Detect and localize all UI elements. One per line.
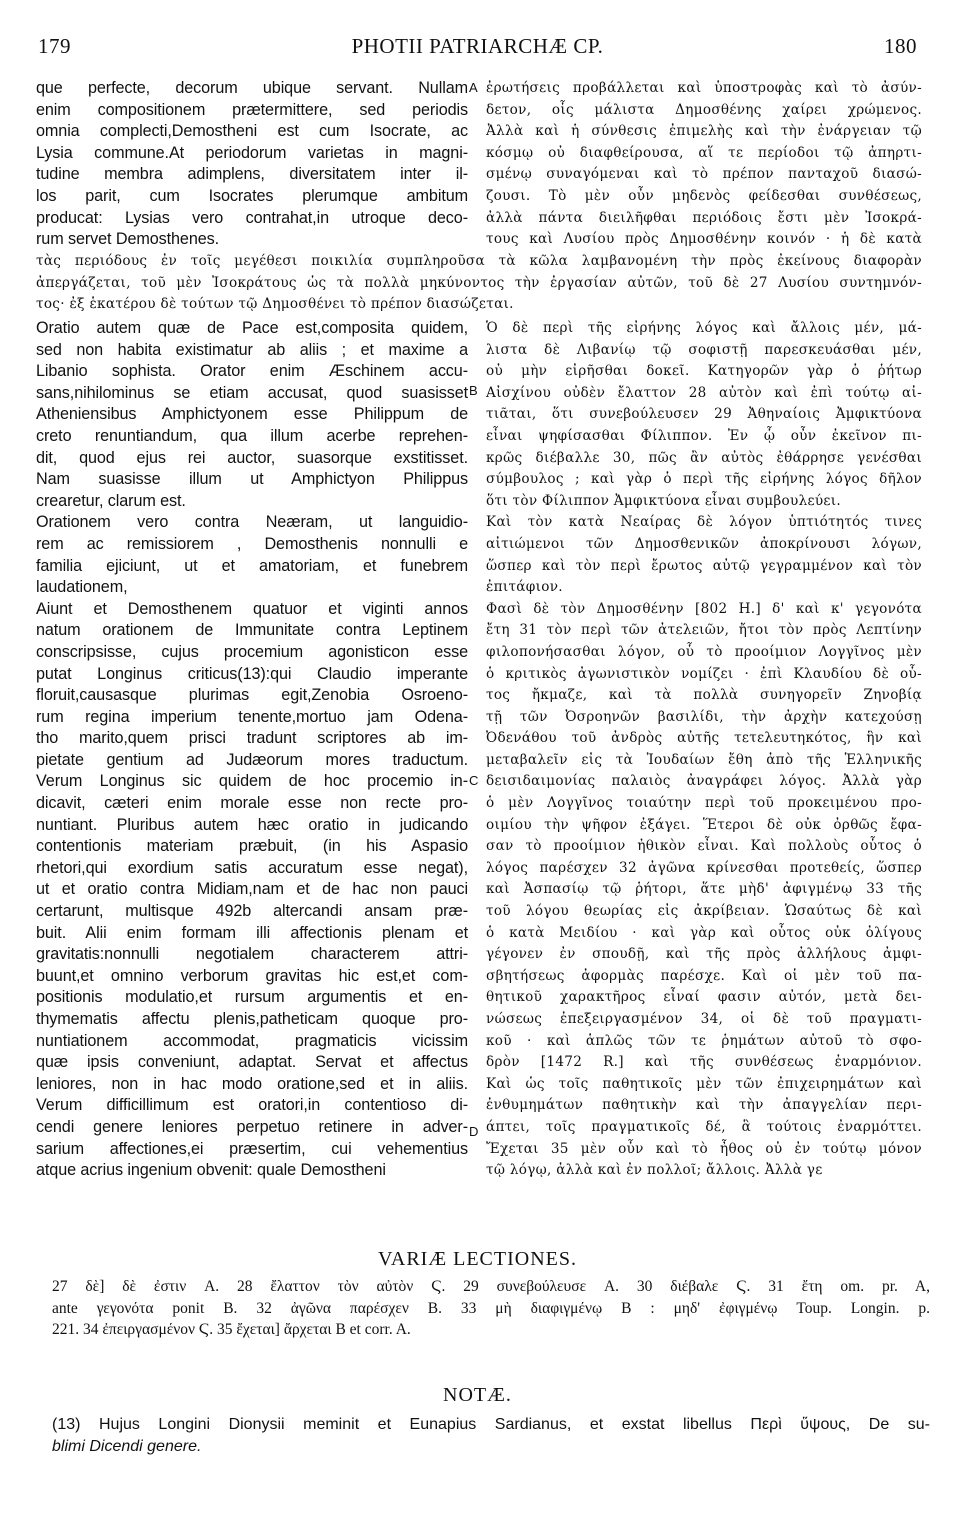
text-line: μεταβαλεῖν εἰς τὰ Ἰουδαίων ἔθη ἀπὸ τῆς Ἑλληνικῆς	[486, 751, 922, 768]
text-line: ὅτι τὸν Φίλιππον Ἀμφικτύονα εἶναι συμβουλεύει.	[486, 492, 841, 509]
text-line: σμένῳ συναγόμεναι καὶ τὸ πρέπον πανταχοῦ διασώ-	[486, 166, 922, 183]
text-line: ὥσπερ καὶ τὸν περὶ ἔρωτος αὐτῷ γεγραμμένον καὶ τὸν	[486, 557, 922, 574]
text-line: buit. Alii enim formam illi affectionis plenam et	[36, 923, 468, 942]
variae-lectiones	[52, 1276, 930, 1341]
text-line: σαν τὸ προοίμιον ἠθικὸν εἶναι. Καὶ πολλοὺς οὗτος ὁ	[486, 838, 922, 855]
running-header	[38, 34, 917, 64]
text-line: ἔτη 31 τὸν περὶ τῶν ἀτελειῶν, ἤτοι τὸν πρὸς Λεπτίνην	[486, 622, 922, 639]
text-line: Ἔχεται 35 μὲν οὖν καὶ τὸ ἦθος οὐ ἐν τούτῳ μόνον	[486, 1140, 922, 1157]
text-line: γέγονεν ἐν σπουδῇ, καὶ τῆς πρὸς ἀλλήλους ἀμφι-	[486, 946, 922, 963]
text-line: tudine membra adimplens, diversitatem inter il-	[36, 165, 468, 184]
text-line: τος ἤκμαζε, καὶ τὰ πολλὰ συνηγορεῖν Ζηνοβίᾳ	[486, 687, 922, 704]
text-line: οὐ μὴν εἰρῆσθαι δοκεῖ. Κατηγορῶν γὰρ ὁ ῥήτωρ	[486, 363, 922, 380]
greek-full-width-passage	[36, 251, 922, 316]
text-line: κρῶς διέβαλλε 30, πῶς ἂν αὐτὸς ἐθάρρησε γενέσθαι	[486, 449, 922, 466]
text-line: nuntiant. Pluribus autem hæc oratio in judicando	[36, 815, 468, 834]
text-line: Ὀδενάθου τοῦ ἀνδρὸς αὐτῆς τετελευτηκότος, ἣν καὶ	[486, 730, 922, 747]
text-line: laudationem,	[36, 578, 128, 597]
text-line: los parit, cum Isocrates plerumque ambitum	[36, 186, 468, 205]
margin-marker-c: C	[469, 773, 479, 788]
text-line: Αἰσχίνου οὐδὲν ἔλαττον 28 αὐτὸν καὶ ἐπὶ τούτῳ αἰ-	[486, 384, 922, 401]
text-line: rum regina imperium tenente,mortuo jam Odena-	[36, 707, 468, 726]
notae-body	[52, 1414, 930, 1458]
text-line: οιμίου τὴν ψῆφον ἐξάγει. Ἕτεροι δὲ οὐκ ὀρθῶς ἔφα-	[486, 816, 922, 833]
margin-marker-b: B	[469, 383, 478, 398]
text-line: familia ejiciunt, ut et amatoriam, et funebrem	[36, 556, 468, 575]
text-line: 27 δὲ] δὲ ἐστιν A. 28 ἔλαττον τὸν αὐτὸν Ϛ. 29 συνεβούλευσε A. 30 διέβαλε Ϛ. 31 ἔτη om. pr. A,	[52, 1278, 930, 1295]
text-line: τιᾶται, ὅτι συνεβούλευσεν 29 Ἀθηναίοις Ἀμφικτύονα	[486, 406, 922, 423]
text-line: que perfecte, decorum ubique servant. Nullam	[36, 79, 468, 97]
text-line: positionis modulatio,et rursum argumentis et en-	[36, 988, 468, 1007]
text-line: nuntiationem accommodat, pragmaticis vicissim	[36, 1031, 468, 1050]
text-line: σύμβουλος ; καὶ γὰρ ὁ περὶ τῆς εἰρήνης λόγος δῆλον	[486, 471, 922, 488]
note-line: blimi Dicendi genere.	[52, 1438, 202, 1455]
text-line: τὰς περιόδους ἐν τοῖς μεγέθεσι ποικιλία συμπληροῦσα τὰ κῶλα λαμβανομένη τὴν πρὸς ἐκείνους διαφορὰν	[36, 253, 922, 269]
text-line: ὁ κατὰ Μειδίου · καὶ γὰρ καὶ οὗτος οὐκ ὀλίγους	[486, 924, 922, 941]
text-line: creto renuntiandum, qua illum acerbe reprehen-	[36, 426, 468, 445]
text-line: crearetur, clarum est.	[36, 491, 186, 510]
text-line: ζουσι. Τὸ μὲν οὖν μηδενὸς φείδεσθαι συνθέσεως,	[486, 187, 922, 204]
text-line: thymematis affectu plenis,patheticam quoque pro-	[36, 1010, 468, 1028]
text-line: floruit,causasque plurimas egit,Zenobia Osroeno-	[36, 686, 468, 705]
text-line: cendi genere leniores perpetuo retinere in adver-	[36, 1117, 468, 1136]
text-line: atque acrius ingenium obvenit: quale Demostheni	[36, 1161, 386, 1180]
text-line: Ἀλλὰ καὶ ἡ σύνθεσις ἐπιμελὴς καὶ τὴν ἐνάργειαν τῷ	[486, 123, 922, 140]
text-line: Καὶ τὸν κατὰ Νεαίρας δὲ λόγον ὑπτιότητός τινες	[486, 514, 922, 531]
text-line: ἀλλὰ πάντα διειλῆφθαι περιόδοις ἔστι μὲν Ἰσοκρά-	[486, 209, 922, 226]
running-title: PHOTII PATRIARCHÆ CP.	[351, 34, 604, 58]
text-line: ὁ μὲν Λογγῖνος τοιαύτην περὶ τοῦ προκειμένου προ-	[486, 795, 922, 812]
text-line: Καὶ ὡς τοῖς παθητικοῖς μὲν τῶν ἐπιχειρημάτων καὶ	[486, 1075, 922, 1092]
note-line: (13) Hujus Longini Dionysii meminit et Eunapius Sardianus, et exstat libellus Περὶ ὕψους, De su-	[52, 1416, 930, 1433]
text-line: enim compositionem prætermittere, sed periodis	[36, 100, 468, 119]
text-line: buunt,et omnino verborum gravitas hic est,et com-	[36, 966, 468, 985]
text-line: gravitatis:nonnulli negotialem characterem attri-	[36, 945, 468, 964]
text-line: Lysia commune.At periodorum varietas in magni-	[36, 143, 468, 162]
text-line: δρὸν [1472 R.] καὶ τῆς συνθέσεως ἐναρμόνιον.	[486, 1054, 922, 1071]
text-line: Aiunt et Demosthenem quatuor et viginti annos	[36, 599, 468, 618]
text-line: κόσμῳ οὐ διαφθείρουσα, αἵ τε περίοδοι τῷ ἀπηρτι-	[486, 144, 922, 161]
text-line: Φασὶ δὲ τὸν Δημοσθένην [802 H.] δ' καὶ κ' γεγονότα	[486, 600, 922, 617]
text-line: Libanio sophista. Orator enim Æschinem accu-	[36, 362, 468, 381]
text-line: certarunt, multisque 492b altercandi ansam præ-	[36, 902, 468, 921]
text-line: τος· ἐξ ἑκατέρου δὲ τούτων τῷ Δημοσθένει τὸ πρέπον διασώζεται.	[36, 296, 514, 313]
text-line: ἐνθυμημάτων παθητικὴν καὶ τὴν ἀπαγγελίαν περι-	[486, 1097, 922, 1114]
text-line: Atheniensibus Amphictyonem esse Philippum de	[36, 405, 468, 424]
text-line: contentionis materiam præbuit, (in his Aspasio	[36, 837, 468, 856]
text-line: θητικοῦ χαρακτῆρος εἶναί φασιν αὐτόν, μετὰ δει-	[486, 989, 922, 1006]
text-line: κοῦ · καὶ ἁπλῶς τῶν τε ῥημάτων αὐτοῦ τὸ σφο-	[486, 1032, 922, 1049]
text-line: Orationem vero contra Neæram, ut languidio-	[36, 513, 468, 532]
text-line: 221. 34 ἐπειργασμένον Ϛ. 35 ἔχεται] ἄρχεται B et corr. A.	[52, 1321, 411, 1339]
text-line: putat Longinus criticus(13):qui Claudio imperante	[36, 664, 468, 683]
text-line: νώσεως ἐπεξειργασμένον 34, οἱ δὲ τοῦ πραγματι-	[486, 1011, 922, 1027]
text-line: natum orationem de Immunitate contra Leptinem	[36, 621, 468, 640]
margin-marker-d: D	[469, 1124, 479, 1139]
text-line: ἐπιτάφιον.	[486, 579, 563, 596]
text-line: ἀπεργάζεται, τοῦ μὲν Ἰσοκράτους ὡς τὰ πολλὰ μηκύνοντος τὴν ἐργασίαν αὐτῶν, τοῦ δὲ 27 Λυσίου συντημνόν-	[36, 274, 922, 291]
greek-column-main	[486, 318, 922, 1182]
text-line: σβητήσεως ἀφορμὰς παρέσχε. Καὶ οἱ μὲν τοῦ πα-	[486, 967, 922, 984]
text-line: τῷ λόγῳ, ἀλλὰ καὶ ἐν πολλοῖ; ἄλλοις. Ἀλλὰ γε	[486, 1162, 823, 1179]
text-line: δεισιδαιμονίας παλαιὸς ἀναγράφει λόγος. Ἀλλὰ γὰρ	[486, 773, 922, 790]
text-line: ὁ κριτικὸς ἀγωνιστικὸν νομίζει · ἐπὶ Κλαυδίου δὲ οὗ-	[486, 665, 922, 682]
text-line: Oratio autem quæ de Pace est,composita quidem,	[36, 319, 468, 337]
text-line: δετον, οἷς μάλιστα Δημοσθένης χαίρει χρώμενος.	[486, 101, 922, 118]
text-line: ante γεγονότα ponit B. 32 ἀγῶνα παρέσχεν B. 33 μὴ διαφιγμένῳ B : μηδ' ἐφιγμένῳ Toup. Longin. p.	[52, 1299, 930, 1317]
text-line: sans,nihilominus se etiam accusat, quod suasisset	[36, 383, 468, 402]
text-line: dit, quod ejus rei auctor, suasorque exstitisset.	[36, 448, 468, 467]
text-line: ut et oratio contra Midiam,nam et de hac non pauci	[36, 880, 468, 899]
text-line: τους καὶ Λυσίου πρὸς Δημοσθένην κοινόν · ἡ δὲ κατὰ	[486, 231, 922, 248]
text-line: conscripsisse, cujus procemium agonisticon esse	[36, 642, 468, 661]
text-line: Nam suasisse illum ut Amphictyon Philippus	[36, 470, 468, 489]
text-line: tho marito,quem prisci tradunt scriptores ab im-	[36, 729, 468, 748]
text-line: αἰτιώμενοι τῶν Δημοσθενικῶν ἀποκρίνουσι λόγων,	[486, 535, 922, 552]
text-line: λόγος παρέσχεν 32 ἀγῶνα κρίνεσθαι προτεθείς, ὥσπερ	[486, 859, 922, 876]
page-number-left: 179	[38, 34, 71, 58]
latin-column-top	[36, 78, 468, 251]
text-line: άπτει, τοῖς πραγματικοῖς δέ, ἃ τούτοις ἐναρμόττει.	[486, 1118, 922, 1135]
text-line: φιλοπονήσασθαι λόγον, οὗ τὸ προοίμιον Λογγῖνος μὲν	[486, 643, 922, 660]
text-line: rum servet Demosthenes.	[36, 230, 220, 249]
margin-marker-a: A	[469, 80, 478, 95]
text-line: εἶναι ψηφίσασθαι Φίλιππον. Ἐν ᾧ οὖν ἐκεῖνον πι-	[486, 427, 922, 444]
text-line: Ὁ δὲ περὶ τῆς εἰρήνης λόγος καὶ ἄλλοις μέν, μά-	[486, 320, 922, 336]
text-line: ἐρωτήσεις προβάλλεται καὶ ὑποστροφὰς καὶ τὸ ἀσύν-	[486, 80, 922, 96]
greek-column-top	[486, 78, 922, 251]
latin-column-main	[36, 318, 468, 1182]
text-line: dicavit, cæteri enim morale esse non recte pro-	[36, 794, 468, 813]
text-line: rhetori,qui exordium satis accuratum esse negat),	[36, 858, 468, 877]
page-number-right: 180	[884, 34, 917, 58]
text-line: quæ ipsis conveniunt, adaptat. Servat et affectus	[36, 1053, 468, 1072]
text-line: sed non habita existimatur ab aliis ; et maxime a	[36, 340, 468, 359]
variae-lectiones-title: VARIÆ LECTIONES.	[378, 1248, 577, 1270]
notae-title: NOTÆ.	[443, 1384, 512, 1406]
text-line: καὶ Ἀσπασίῳ τῷ ῥήτορι, ἅτε μὴδ' ἀφιγμένῳ 33 τῆς	[486, 881, 922, 898]
text-line: rem ac remissiorem , Demosthenis nonnulli e	[36, 534, 468, 553]
text-line: sarium affectiones,ei præsertim, cui vehementius	[36, 1139, 468, 1158]
text-line: pietate gentium ad Judæorum mores traductum.	[36, 750, 468, 769]
text-line: λιστα δὲ Λιβανίῳ τῷ σοφιστῇ παρεσκευάσθαι μέν,	[486, 341, 922, 358]
text-line: τοῦ λόγου θεωρίας εἰς ἀκρίβειαν. Ὡσαύτως δὲ καὶ	[486, 903, 922, 920]
text-line: producat: Lysias vero contrahat,in utroque deco-	[36, 208, 468, 227]
text-line: Verum Longinus sic quidem de hoc procemio in-	[36, 772, 468, 791]
text-line: τῇ τῶν Ὀσροηνῶν βασιλίδι, τὴν ἀρχὴν κατεχούσῃ	[486, 708, 922, 725]
text-line: leniores, non in hac modo oratione,sed et in aliis.	[36, 1074, 468, 1093]
text-line: omnia complecti,Demostheni est cum Isocrate, ac	[36, 122, 468, 141]
text-line: Verum difficillimum est oratori,in contentioso di-	[36, 1096, 468, 1115]
